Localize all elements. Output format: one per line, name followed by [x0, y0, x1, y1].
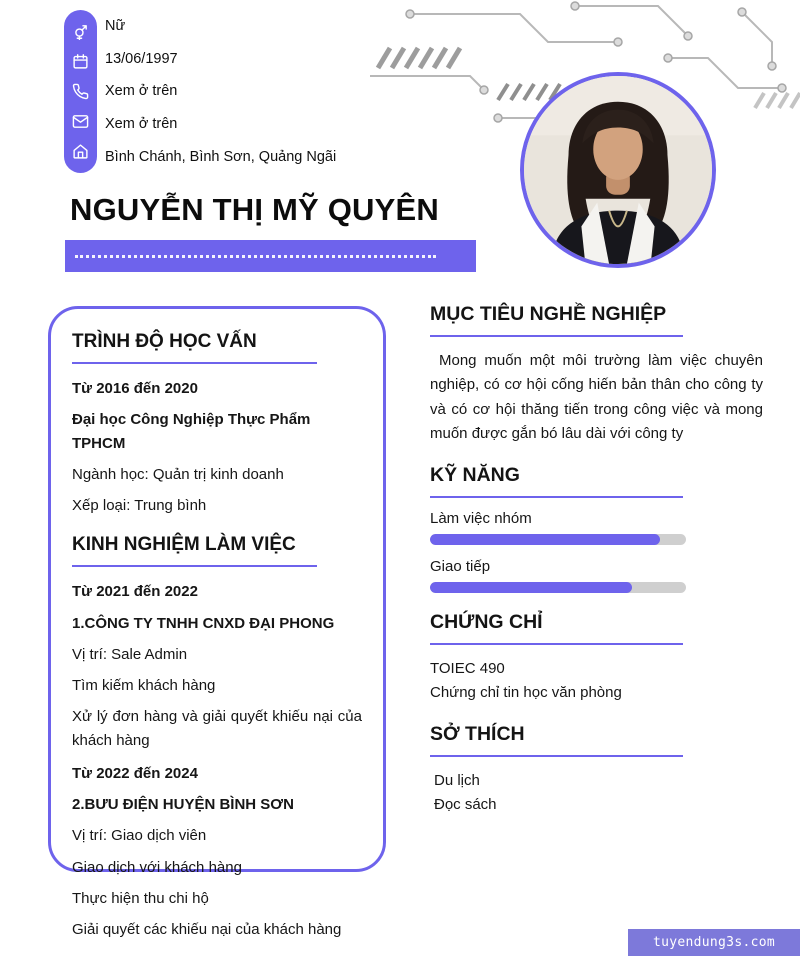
job-detail: Xử lý đơn hàng và giải quyết khiếu nại của khách hàng: [72, 708, 362, 749]
education-period: Từ 2016 đến 2020: [72, 380, 198, 397]
name-underline-bar: [65, 240, 476, 272]
hobbies-section-title: SỞ THÍCH: [430, 723, 525, 746]
hobbies-section: [430, 723, 763, 817]
job-detail: Tìm kiếm khách hàng: [72, 677, 216, 694]
skill-bar-track: [430, 534, 686, 545]
job-detail: Thực hiện thu chi hộ: [72, 889, 209, 907]
certificate-item: TOIEC 490: [430, 660, 505, 678]
dotted-line: [75, 255, 436, 258]
section-underline: [430, 335, 683, 337]
gender-icon: [72, 23, 89, 40]
job-period: Từ 2021 đến 2022: [72, 583, 198, 601]
job-period: Từ 2022 đến 2024: [72, 764, 198, 782]
job-detail: Vị trí: Sale Admin: [72, 645, 188, 663]
education-section-title: TRÌNH ĐỘ HỌC VẤN: [72, 331, 257, 352]
hobby-item: Đọc sách: [434, 796, 497, 814]
experience-section-title: KINH NGHIỆM LÀM VIỆC: [72, 534, 296, 556]
mail-icon: [72, 113, 89, 130]
objective-section: [430, 303, 763, 446]
certificates-section: [430, 611, 763, 705]
job-company: 2.BƯU ĐIỆN HUYỆN BÌNH SƠN: [72, 796, 294, 813]
education-major: Ngành học: Quản trị kinh doanh: [72, 465, 284, 483]
job-detail: Vị trí: Giao dịch viên: [72, 827, 207, 845]
footer-watermark: [628, 929, 800, 956]
skills-section-title: KỸ NĂNG: [430, 464, 520, 487]
certificates-section-title: CHỨNG CHỈ: [430, 611, 543, 634]
contact-email: Xem ở trên: [105, 116, 178, 133]
job-detail: Giải quyết các khiếu nại của khách hàng: [72, 921, 342, 938]
section-underline: [430, 755, 683, 757]
contact-birthdate: 13/06/1997: [105, 50, 178, 67]
skill-label: Làm việc nhóm: [430, 510, 532, 528]
contact-address: Bình Chánh, Bình Sơn, Quảng Ngãi: [105, 148, 337, 165]
right-column: [430, 303, 763, 835]
certificate-item: Chứng chỉ tin học văn phòng: [430, 684, 622, 702]
hobby-item: Du lịch: [434, 772, 480, 790]
section-underline: [430, 496, 683, 498]
education-school: Đại học Công Nghiệp Thực Phẩm TPHCM: [72, 411, 311, 452]
contact-icon-rail: [64, 10, 97, 173]
contact-info-list: [105, 10, 336, 173]
candidate-name: NGUYỄN THỊ MỸ QUYÊN: [70, 192, 439, 227]
objective-text: Mong muốn một môi trường làm việc chuyên nghiệp, có cơ hội cống hiến bản thân cho công ty và có cơ hội thăng tiến trong công việc và mong muốn được gắn bó lâu dài với công ty: [430, 352, 763, 442]
home-icon: [72, 143, 89, 160]
contact-phone: Xem ở trên: [105, 83, 178, 100]
objective-section-title: MỤC TIÊU NGHỀ NGHIỆP: [430, 303, 667, 325]
phone-icon: [72, 83, 89, 100]
skill-bar-fill: [430, 534, 660, 545]
skill-label: Giao tiếp: [430, 558, 491, 576]
profile-photo-illustration: [524, 76, 712, 264]
footer-site-name: tuyendung3s.com: [653, 935, 775, 950]
section-underline: [72, 565, 317, 567]
section-underline: [72, 362, 317, 364]
calendar-icon: [72, 53, 89, 70]
section-underline: [430, 643, 683, 645]
left-column-panel: [48, 306, 386, 938]
education-grade: Xếp loại: Trung bình: [72, 497, 207, 514]
job-detail: Giao dịch với khách hàng: [72, 858, 242, 876]
skill-bar-fill: [430, 582, 632, 593]
skill-bar-track: [430, 582, 686, 593]
profile-photo: [520, 72, 716, 268]
skills-section: [430, 464, 763, 593]
contact-gender: Nữ: [105, 18, 126, 35]
job-company: 1.CÔNG TY TNHH CNXD ĐẠI PHONG: [72, 614, 335, 632]
